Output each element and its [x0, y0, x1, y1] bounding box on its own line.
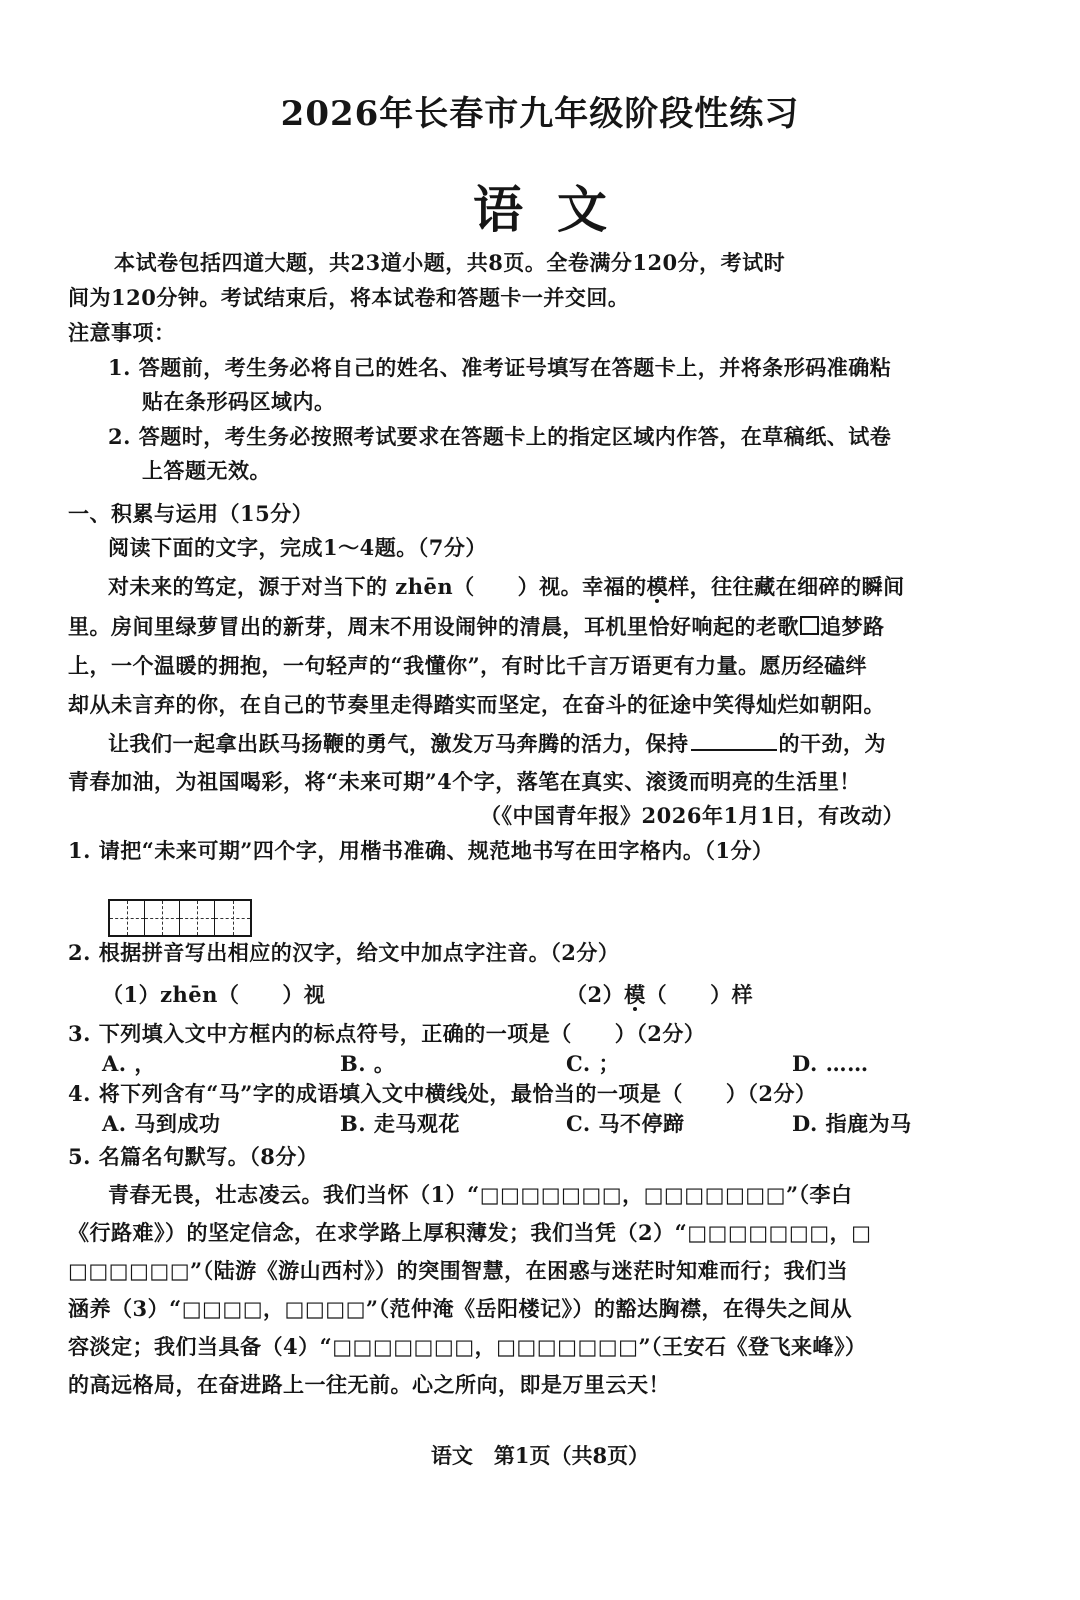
- notice-heading: 注意事项：: [68, 320, 176, 345]
- passage-line-5: 让我们一起拿出跃马扬鞭的勇气，激发万马奔腾的活力，保持 的干劲，为: [108, 731, 886, 756]
- q3-option-d: D. ……: [792, 1051, 869, 1076]
- intro-line-2: 间为120分钟。考试结束后，将本试卷和答题卡一并交回。: [68, 285, 630, 310]
- question-5: 5. 名篇名句默写。（8分）: [68, 1144, 319, 1169]
- question-1: 1. 请把“未来可期”四个字，用楷书准确、规范地书写在田字格内。（1分）: [68, 838, 774, 863]
- q5-line-6: 的高远格局，在奋进路上一往无前。心之所向，即是万里云天！: [68, 1372, 670, 1397]
- punctuation-box: [800, 616, 819, 635]
- tianzige-grid: [108, 899, 252, 937]
- question-3: 3. 下列填入文中方框内的标点符号，正确的一项是（ ）（2分）: [68, 1021, 706, 1046]
- question-2: 2. 根据拼音写出相应的汉字，给文中加点字注音。（2分）: [68, 940, 620, 965]
- notice-item-1: 1. 答题前，考生务必将自己的姓名、准考证号填写在答题卡上，并将条形码准确粘: [108, 355, 892, 380]
- question-4: 4. 将下列含有“马”字的成语填入文中横线处，最恰当的一项是（ ）（2分）: [68, 1081, 817, 1106]
- q4-option-b: B. 走马观花: [340, 1111, 460, 1136]
- reading-instruction: 阅读下面的文字，完成1～4题。（7分）: [108, 535, 487, 560]
- passage-source: （《中国青年报》2026年1月1日，有改动）: [480, 803, 905, 828]
- q5-line-3: □□□□□□”（陆游《游山西村》）的突围智慧，在困惑与迷茫时知难而行；我们当: [68, 1258, 849, 1283]
- q5-line-2: 《行路难》）的坚定信念，在求学路上厚积薄发；我们当凭（2）“□□□□□□□，□: [68, 1220, 872, 1245]
- grid-cell: [180, 901, 215, 935]
- section-1-heading: 一、积累与运用（15分）: [68, 501, 314, 526]
- q3-option-a: A. ，: [102, 1051, 156, 1076]
- dotted-char: 模: [646, 574, 669, 599]
- q3-option-b: B. 。: [340, 1051, 396, 1076]
- q5-line-4: 涵养（3）“□□□□，□□□□”（范仲淹《岳阳楼记》）的豁达胸襟，在得失之间从: [68, 1296, 852, 1321]
- notice-item-2: 2. 答题时，考生务必按照考试要求在答题卡上的指定区域内作答，在草稿纸、试卷: [108, 424, 892, 449]
- exam-title: 2026年长春市九年级阶段性练习: [280, 94, 800, 134]
- passage-line-6: 青春加油，为祖国喝彩，将“未来可期”4个字，落笔在真实、滚烫而明亮的生活里！: [68, 769, 861, 794]
- q5-line-5: 容淡定；我们当具备（4）“□□□□□□□，□□□□□□□”（王安石《登飞来峰》）: [68, 1334, 867, 1359]
- page-footer: 语文 第1页（共8页）: [430, 1443, 650, 1468]
- intro-line-1: 本试卷包括四道大题，共23道小题，共8页。全卷满分120分，考试时: [114, 250, 786, 275]
- q4-option-a: A. 马到成功: [102, 1111, 221, 1136]
- question-2-part-2: （2）模（ ）样: [566, 982, 754, 1007]
- notice-item-2-cont: 上答题无效。: [142, 458, 271, 483]
- q3-option-c: C. ；: [566, 1051, 620, 1076]
- grid-cell: [110, 901, 145, 935]
- grid-cell: [145, 901, 180, 935]
- passage-line-3: 上，一个温暖的拥抱，一句轻声的“我懂你”，有时比千言万语更有力量。愿历经磕绊: [68, 653, 868, 678]
- subject-title: 语文: [473, 180, 641, 239]
- q4-option-c: C. 马不停蹄: [566, 1111, 685, 1136]
- answer-blank: [691, 731, 777, 751]
- passage-line-4: 却从未言弃的你，在自己的节奏里走得踏实而坚定，在奋斗的征途中笑得灿烂如朝阳。: [68, 692, 885, 717]
- q4-option-d: D. 指鹿为马: [792, 1111, 912, 1136]
- passage-line-1: 对未来的笃定，源于对当下的 zhēn（ ）视。幸福的模样，往往藏在细碎的瞬间: [108, 574, 905, 599]
- grid-cell: [215, 901, 250, 935]
- question-2-part-1: （1）zhēn（ ）视: [102, 982, 326, 1007]
- passage-line-2: 里。房间里绿萝冒出的新芽，周末不用设闹钟的清晨，耳机里恰好响起的老歌 追梦路: [68, 614, 885, 639]
- notice-item-1-cont: 贴在条形码区域内。: [142, 389, 336, 414]
- q5-line-1: 青春无畏，壮志凌云。我们当怀（1）“□□□□□□□，□□□□□□□”（李白: [108, 1182, 853, 1207]
- dotted-char: 模: [624, 982, 646, 1007]
